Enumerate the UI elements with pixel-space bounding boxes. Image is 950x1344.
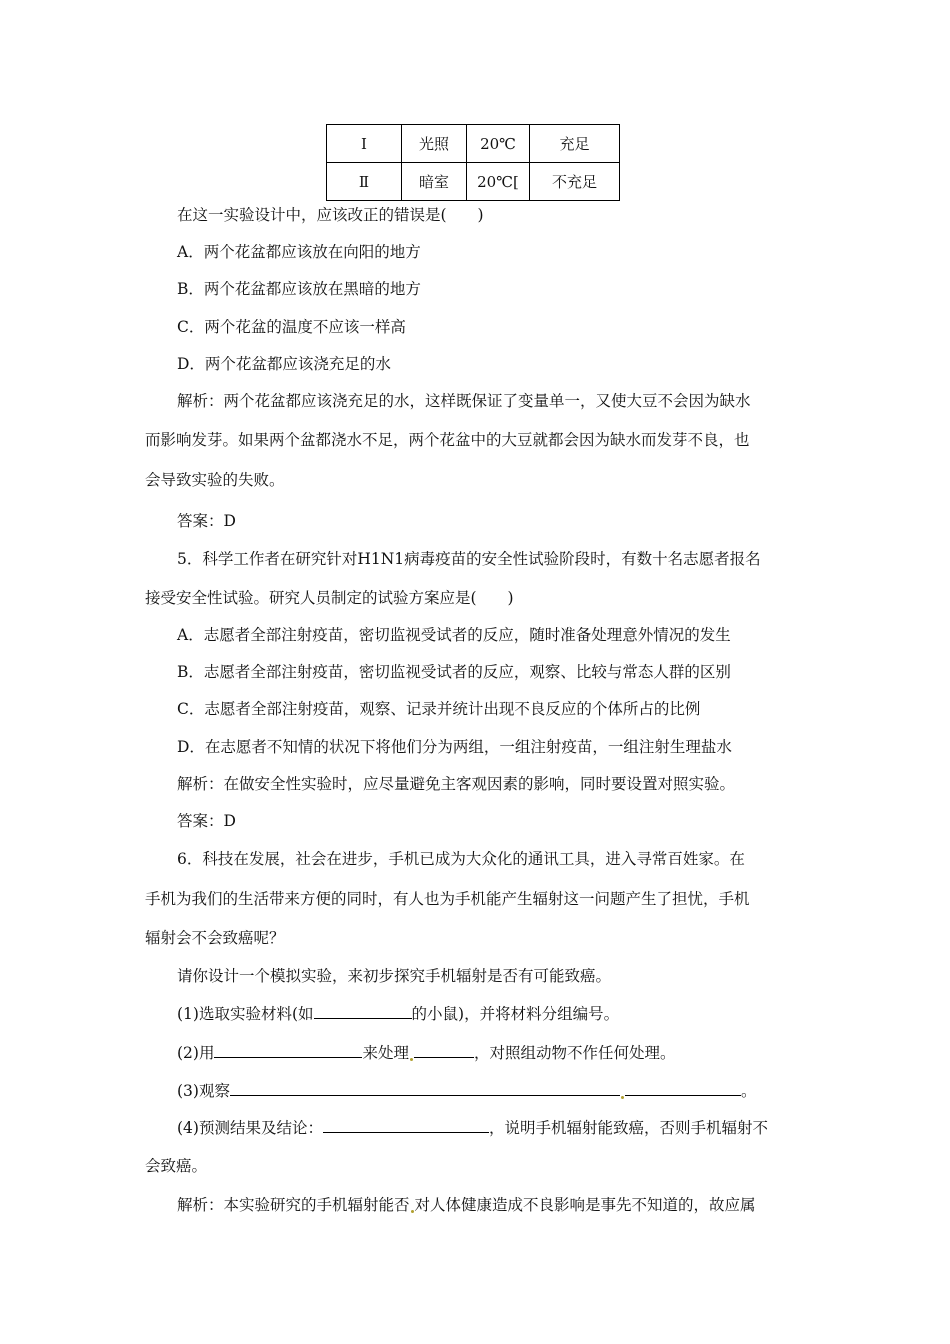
q6-stem-line3: 辐射会不会致癌呢？	[145, 929, 285, 947]
table-cell-temp: 20℃[	[467, 163, 530, 201]
mark-dot	[410, 1058, 413, 1061]
q6-analysis	[177, 1195, 756, 1215]
q4-analysis-line2: 而影响发芽。如果两个盆都浇水不足，两个花盆中的大豆就都会因为缺水而发芽不良，也	[145, 431, 750, 449]
table-cell-group: Ⅰ	[327, 125, 402, 163]
q4-stem: 在这一实验设计中，应该改正的错误是( )	[177, 206, 484, 224]
mark-dot	[621, 1096, 624, 1099]
q5-stem-line1: 5．科学工作者在研究针对H1N1病毒疫苗的安全性试验阶段时，有数十名志愿者报名	[177, 550, 761, 568]
q6-analysis-text-a: 解析：本实验研究的手机辐射能否	[177, 1196, 410, 1214]
q4-option-d: D．两个花盆都应该浇充足的水	[177, 355, 391, 373]
q5-analysis: 解析：在做安全性实验时，应尽量避免主客观因素的影响，同时要设置对照实验。	[177, 775, 736, 793]
answer-blank[interactable]	[414, 1042, 474, 1058]
table-cell-light: 光照	[402, 125, 467, 163]
q6-step2-text-c: ，对照组动物不作任何处理。	[473, 1044, 676, 1062]
answer-blank[interactable]	[230, 1080, 620, 1096]
q4-analysis-line1: 解析：两个花盆都应该浇充足的水，这样既保证了变量单一，又使大豆不会因为缺水	[177, 392, 751, 410]
q5-answer: 答案：D	[177, 812, 236, 830]
q6-step1-text-a: (1)选取实验材料(如	[177, 1005, 314, 1023]
mark-dot	[411, 1210, 414, 1213]
q5-option-b: B．志愿者全部注射疫苗，密切监视受试者的反应，观察、比较与常态人群的区别	[177, 663, 731, 681]
q5-option-d: D．在志愿者不知情的状况下将他们分为两组，一组注射疫苗，一组注射生理盐水	[177, 738, 732, 756]
answer-blank[interactable]	[323, 1117, 489, 1133]
q5-option-a: A．志愿者全部注射疫苗，密切监视受试者的反应，随时准备处理意外情况的发生	[177, 626, 731, 644]
q6-stem-line2: 手机为我们的生活带来方便的同时，有人也为手机能产生辐射这一问题产生了担忧，手机	[145, 890, 750, 908]
q5-stem-line2: 接受安全性试验。研究人员制定的试验方案应是( )	[145, 589, 514, 607]
table-row	[327, 163, 620, 201]
q6-step3	[177, 1080, 756, 1101]
q6-stem-line1: 6．科技在发展，社会在进步，手机已成为大众化的通讯工具，进入寻常百姓家。在	[177, 850, 745, 868]
q6-step2-text-a: (2)用	[177, 1044, 215, 1062]
q6-step4-line2: 会致癌。	[145, 1157, 208, 1175]
table-row	[327, 125, 620, 163]
q4-option-c: C．两个花盆的温度不应该一样高	[177, 318, 406, 336]
q4-option-b: B．两个花盆都应该放在黑暗的地方	[177, 280, 421, 298]
q6-step1-text-b: 的小鼠)，并将材料分组编号。	[411, 1005, 620, 1023]
q6-step3-text-a: (3)观察	[177, 1082, 230, 1100]
answer-blank[interactable]	[625, 1080, 741, 1096]
table-cell-water: 充足	[530, 125, 620, 163]
q6-step2	[177, 1042, 676, 1063]
q4-analysis-line3: 会导致实验的失败。	[145, 471, 285, 489]
table-cell-temp: 20℃	[467, 125, 530, 163]
q6-step1	[177, 1003, 619, 1024]
answer-blank[interactable]	[314, 1003, 412, 1019]
q6-step4-text-b: ，说明手机辐射能致癌，否则手机辐射不	[488, 1119, 768, 1137]
q6-step4-line1	[177, 1117, 768, 1138]
q4-option-a: A．两个花盆都应该放在向阳的地方	[177, 243, 421, 261]
experiment-table	[326, 124, 620, 201]
table-cell-light: 暗室	[402, 163, 467, 201]
q6-analysis-text-b: 对人体健康造成不良影响是事先不知道的，故应属	[414, 1196, 756, 1214]
table-cell-group: Ⅱ	[327, 163, 402, 201]
q6-step3-text-b: 。	[740, 1082, 757, 1100]
q6-prompt: 请你设计一个模拟实验，来初步探究手机辐射是否有可能致癌。	[177, 967, 612, 985]
q6-step2-text-b: 来处理	[362, 1044, 409, 1062]
q5-option-c: C．志愿者全部注射疫苗，观察、记录并统计出现不良反应的个体所占的比例	[177, 700, 701, 718]
answer-blank[interactable]	[214, 1042, 362, 1058]
table-cell-water: 不充足	[530, 163, 620, 201]
q4-answer: 答案：D	[177, 512, 236, 530]
q6-step4-text-a: (4)预测结果及结论：	[177, 1119, 323, 1137]
